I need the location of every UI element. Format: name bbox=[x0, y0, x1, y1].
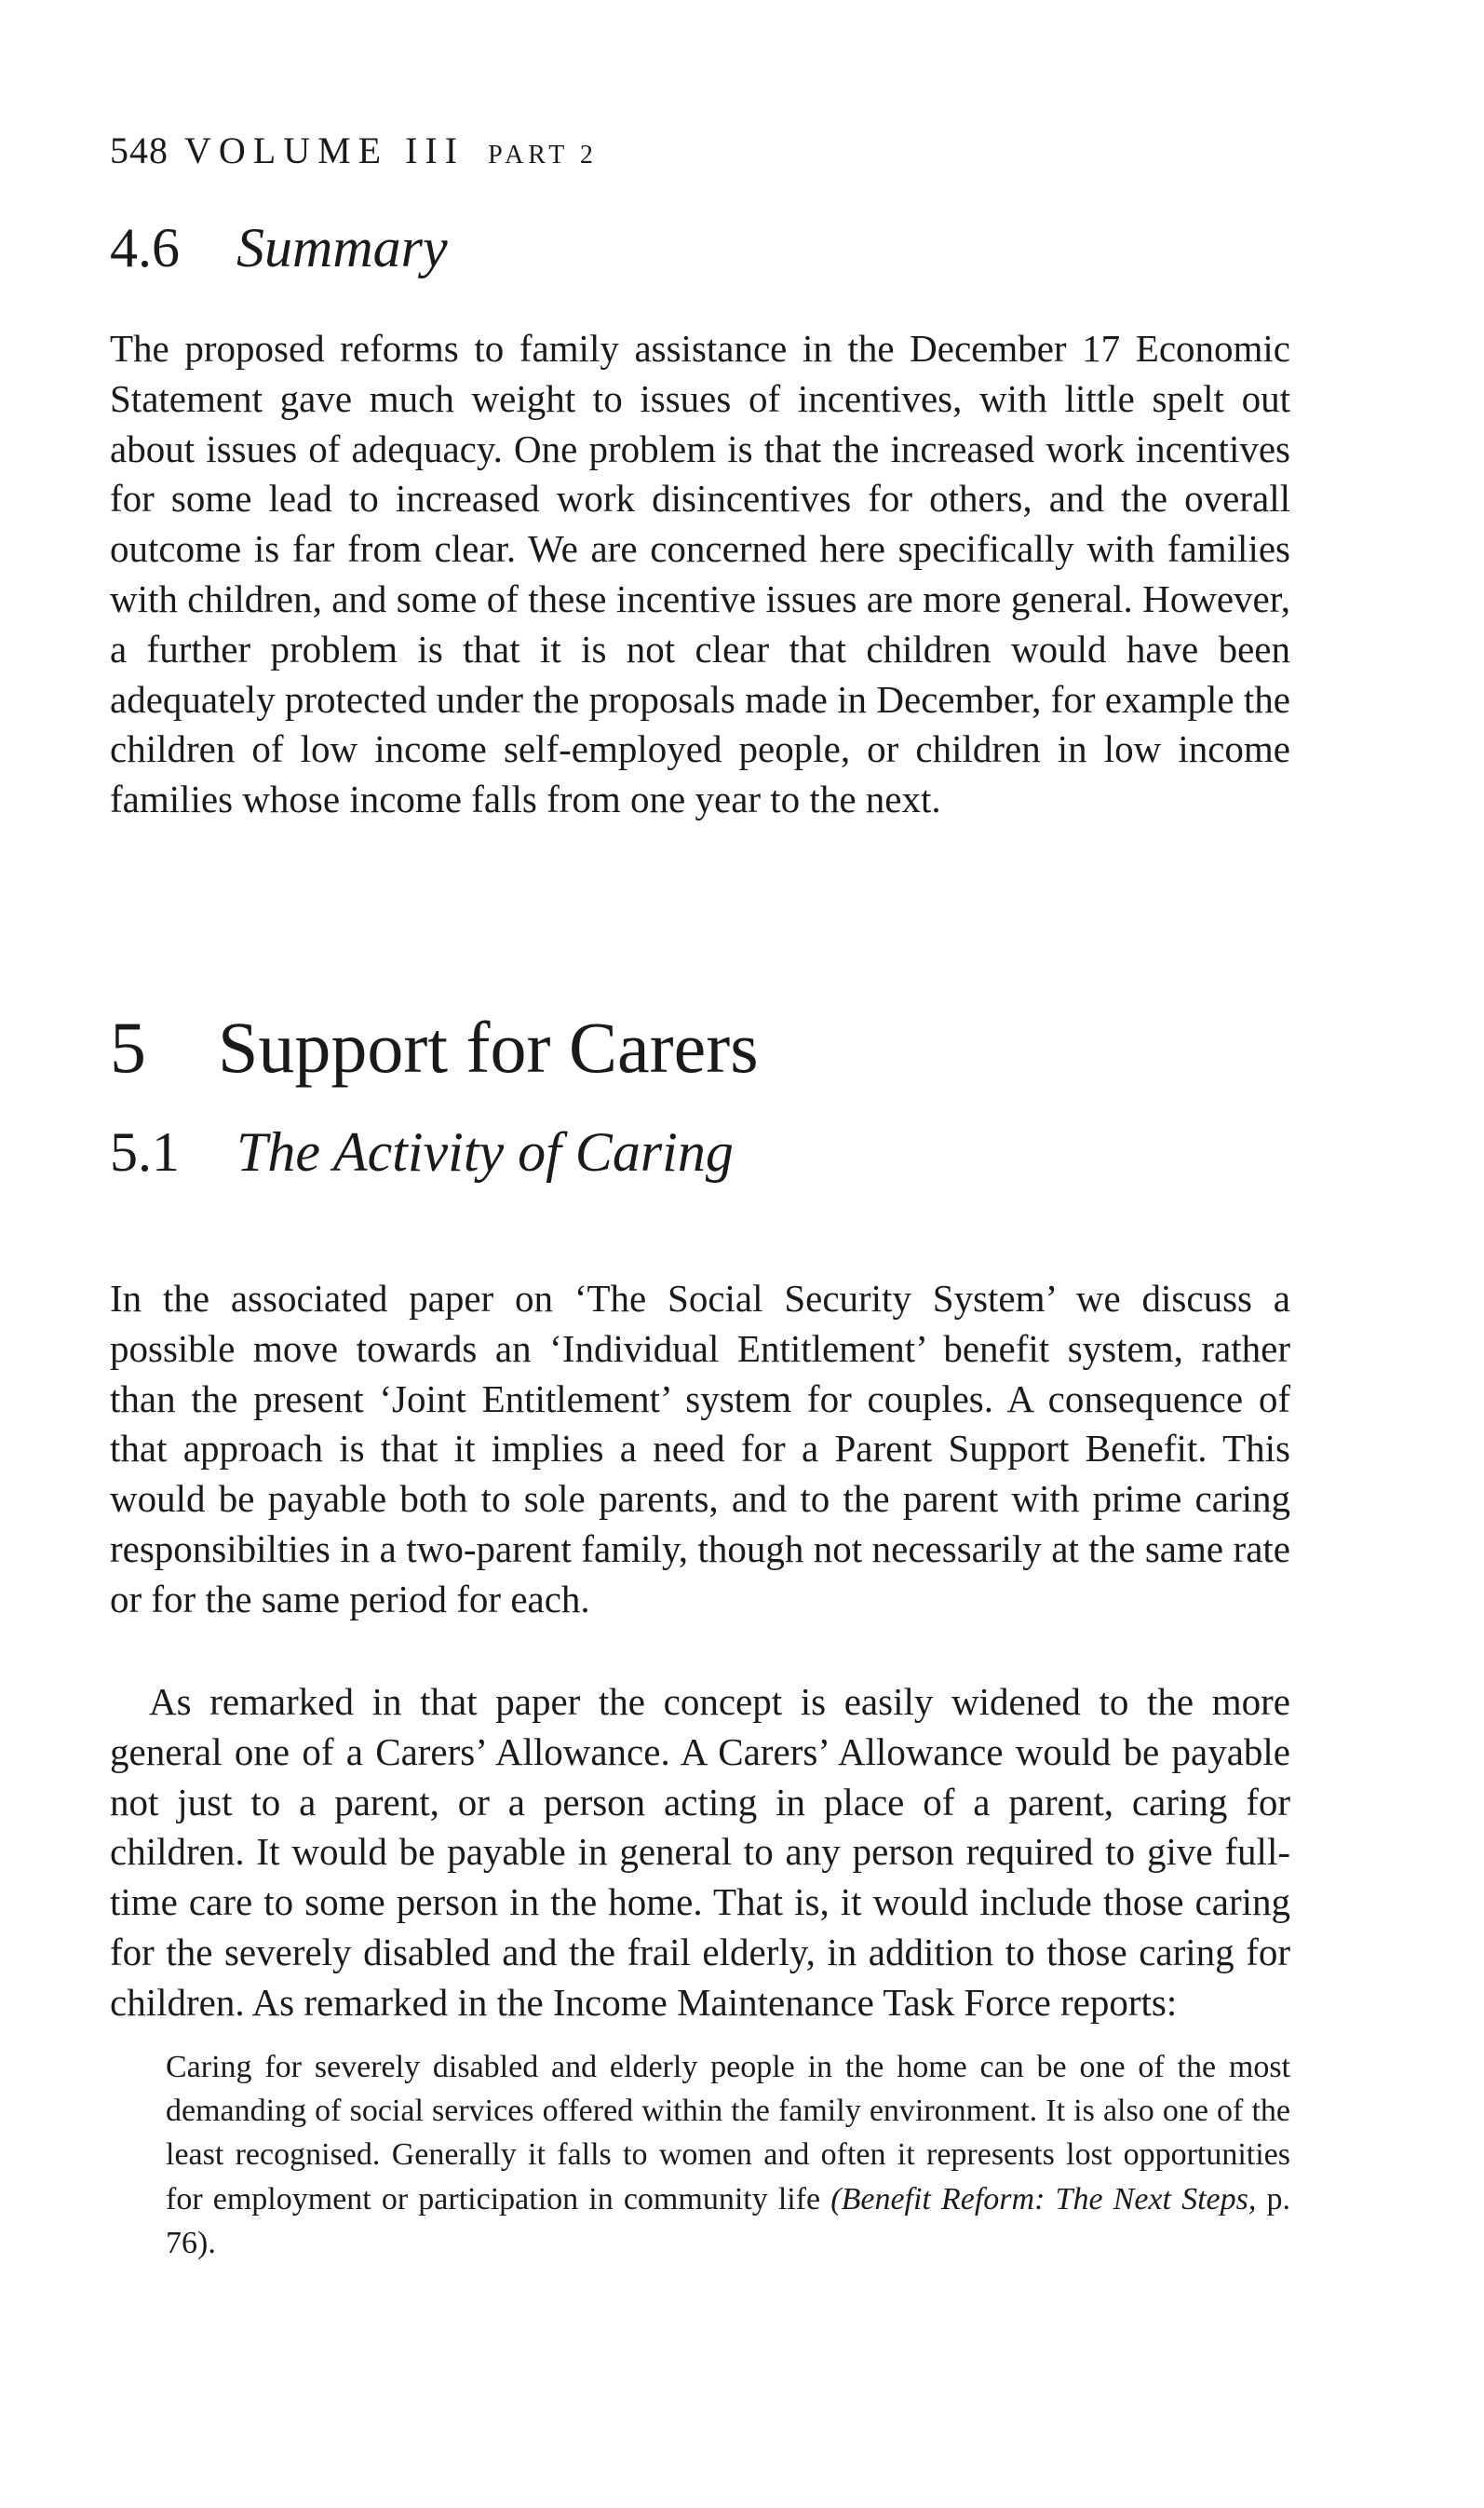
quote-citation: (Benefit Reform: The Next Steps, bbox=[830, 2181, 1257, 2217]
part-label: PART 2 bbox=[488, 141, 598, 169]
block-quote bbox=[166, 2045, 1290, 2265]
page-number: 548 bbox=[110, 129, 169, 171]
section-heading-5-1 bbox=[110, 1120, 734, 1185]
quote-text: Caring for severely disabled and elderly people in the home can be one of the most demanding of social services offered within the family environment. It is also one of the least recognised. Generally it falls to women and often it represents lost opportunities for employment or participation in community life bbox=[166, 2050, 1290, 2217]
section-heading-4-6 bbox=[110, 216, 448, 280]
chapter-heading-5 bbox=[110, 1006, 759, 1090]
volume-label: VOLUME III bbox=[184, 129, 465, 171]
body-paragraph: In the associated paper on ‘The Social Security System’ we discuss a possible move towards an ‘Individual Entitlement’ benefit system, rather than the present ‘Joint Entitlement’ system for couples. A consequence of that approach is that it implies a need for a Parent Support Benefit. This would be payable both to sole parents, and to the parent with prime caring responsibilties in a two-parent family, though not necessarily at the same rate or for the same period for each. bbox=[110, 1277, 1290, 1620]
quote-page: p. 76). bbox=[166, 2181, 1290, 2260]
section-number: 4.6 bbox=[110, 217, 180, 278]
running-head bbox=[110, 129, 598, 172]
section-title: The Activity of Caring bbox=[236, 1121, 734, 1183]
section-title: Summary bbox=[236, 217, 448, 278]
chapter-number: 5 bbox=[110, 1007, 146, 1088]
body-paragraph: As remarked in that paper the concept is easily widened to the more general one of a Carers’ Allowance. A Carers’ Allowance would be payable not just to a parent, or a person acting in place of a parent, caring for children. It would be payable in general to any person required to give full-time care to some person in the home. That is, it would include those caring for the severely disabled and the frail elderly, in addition to those caring for children. As remarked in the Income Maintenance Task Force reports: bbox=[110, 1680, 1290, 2024]
book-page bbox=[110, 0, 1290, 2508]
chapter-title: Support for Carers bbox=[218, 1007, 759, 1088]
section-number: 5.1 bbox=[110, 1121, 180, 1183]
summary-paragraph: The proposed reforms to family assistance in the December 17 Economic Statement gave much weight to issues of incentives, with little spelt out about issues of adequacy. One problem is that the increased work incentives for some lead to increased work disincentives for others, and the overall outcome is far from clear. We are concerned here specifically with families with children, and some of these incentive issues are more general. However, a further problem is that it is not clear that children would have been adequately protected under the proposals made in December, for example the children of low income self-employed people, or children in low income families whose income falls from one year to the next. bbox=[110, 327, 1290, 821]
